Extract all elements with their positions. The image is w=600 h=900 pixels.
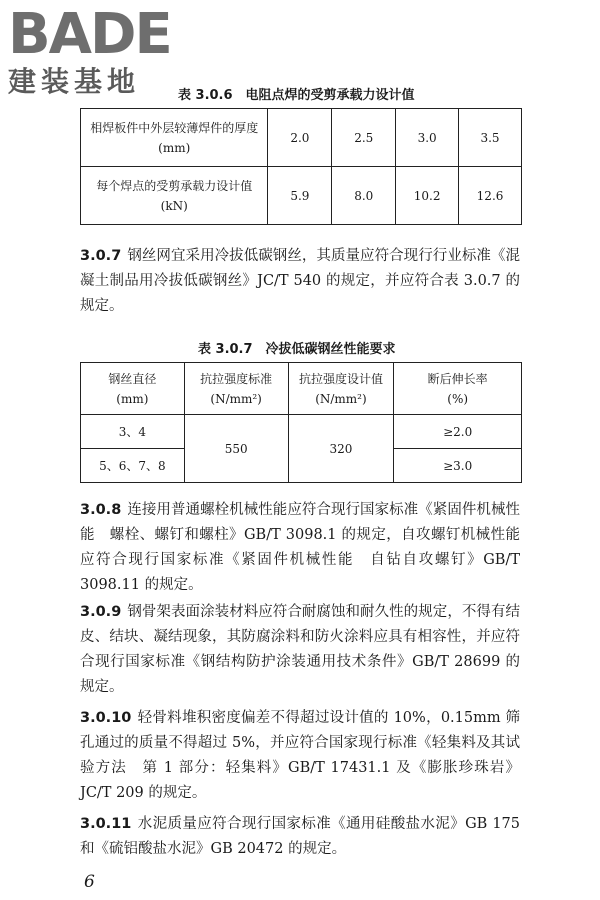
logo-brand-text: BADE — [8, 2, 171, 67]
brand-logo — [8, 2, 171, 98]
row-label-unit: (kN) — [160, 198, 188, 213]
row-label — [81, 109, 268, 167]
row-label — [81, 167, 268, 225]
clause-text: 水泥质量应符合现行国家标准《通用硅酸盐水泥》GB 175 和《硫铝酸盐水泥》GB 20472 的规定。 — [80, 816, 520, 857]
logo-subtitle: 建装基地 — [8, 65, 141, 98]
table-cell: 2.5 — [332, 109, 396, 167]
column-header: 抗拉强度设计值 (N/mm²) — [288, 363, 394, 415]
table-cell: 12.6 — [459, 167, 522, 225]
table-header-row — [81, 363, 522, 415]
table-row — [81, 167, 522, 225]
clause-3-0-10 — [80, 706, 520, 806]
diameter-cell: 3、4 — [81, 415, 185, 449]
table-3-0-6 — [80, 108, 522, 225]
table-cell: 10.2 — [396, 167, 459, 225]
elongation-cell: ≥2.0 — [394, 415, 522, 449]
row-label-line: 相焊板件中外层较薄焊件的厚度 — [90, 120, 259, 135]
table-cell: 2.0 — [268, 109, 332, 167]
table-3-0-6-title: 表 3.0.6 电阻点焊的受剪承载力设计值 — [178, 88, 415, 103]
table-cell: 3.5 — [459, 109, 522, 167]
table-cell: 5.9 — [268, 167, 332, 225]
table-cell: 8.0 — [332, 167, 396, 225]
column-header: 抗拉强度标准 (N/mm²) — [184, 363, 288, 415]
clause-3-0-8 — [80, 498, 520, 598]
std-strength-cell: 550 — [184, 415, 288, 483]
row-label-line: 每个焊点的受剪承载力设计值 — [96, 178, 253, 193]
clause-number: 3.0.11 — [80, 816, 132, 832]
design-strength-cell: 320 — [288, 415, 394, 483]
row-label-unit: (mm) — [158, 140, 191, 155]
clause-text: 连接用普通螺栓机械性能应符合现行国家标准《紧固件机械性能 螺栓、螺钉和螺柱》GB/T 3098.1 的规定，自攻螺钉机械性能应符合现行国家标准《紧固件机械性能 自钻自攻螺钉》GB/T 3098.11 的规定。 — [80, 502, 520, 593]
clause-3-0-11 — [80, 812, 520, 862]
clause-number: 3.0.10 — [80, 710, 132, 726]
table-3-0-7 — [80, 362, 522, 483]
clause-text: 钢骨架表面涂装材料应符合耐腐蚀和耐久性的规定，不得有结皮、结块、凝结现象，其防腐涂料和防火涂料应具有相容性，并应符合现行国家标准《钢结构防护涂装通用技术条件》GB/T 28699 的规定。 — [80, 604, 520, 695]
clause-3-0-9 — [80, 600, 520, 700]
diameter-cell: 5、6、7、8 — [81, 449, 185, 483]
page-number: 6 — [84, 872, 95, 892]
clause-3-0-7 — [80, 244, 520, 319]
clause-number: 3.0.8 — [80, 502, 122, 518]
elongation-cell: ≥3.0 — [394, 449, 522, 483]
table-row — [81, 109, 522, 167]
column-header: 钢丝直径 (mm) — [81, 363, 185, 415]
column-header: 断后伸长率 (%) — [394, 363, 522, 415]
clause-number: 3.0.7 — [80, 248, 122, 264]
table-3-0-7-title: 表 3.0.7 冷拔低碳钢丝性能要求 — [198, 342, 396, 357]
table-cell: 3.0 — [396, 109, 459, 167]
clause-text: 钢丝网宜采用冷拔低碳钢丝，其质量应符合现行行业标准《混凝土制品用冷拔低碳钢丝》JC/T 540 的规定，并应符合表 3.0.7 的规定。 — [80, 248, 520, 314]
clause-text: 轻骨料堆积密度偏差不得超过设计值的 10%，0.15mm 筛孔通过的质量不得超过 5%，并应符合国家现行标准《轻集料及其试验方法 第 1 部分：轻集料》GB/T 17431.1 及《膨胀珍珠岩》JC/T 209 的规定。 — [80, 710, 520, 801]
table-row — [81, 415, 522, 449]
clause-number: 3.0.9 — [80, 604, 122, 620]
